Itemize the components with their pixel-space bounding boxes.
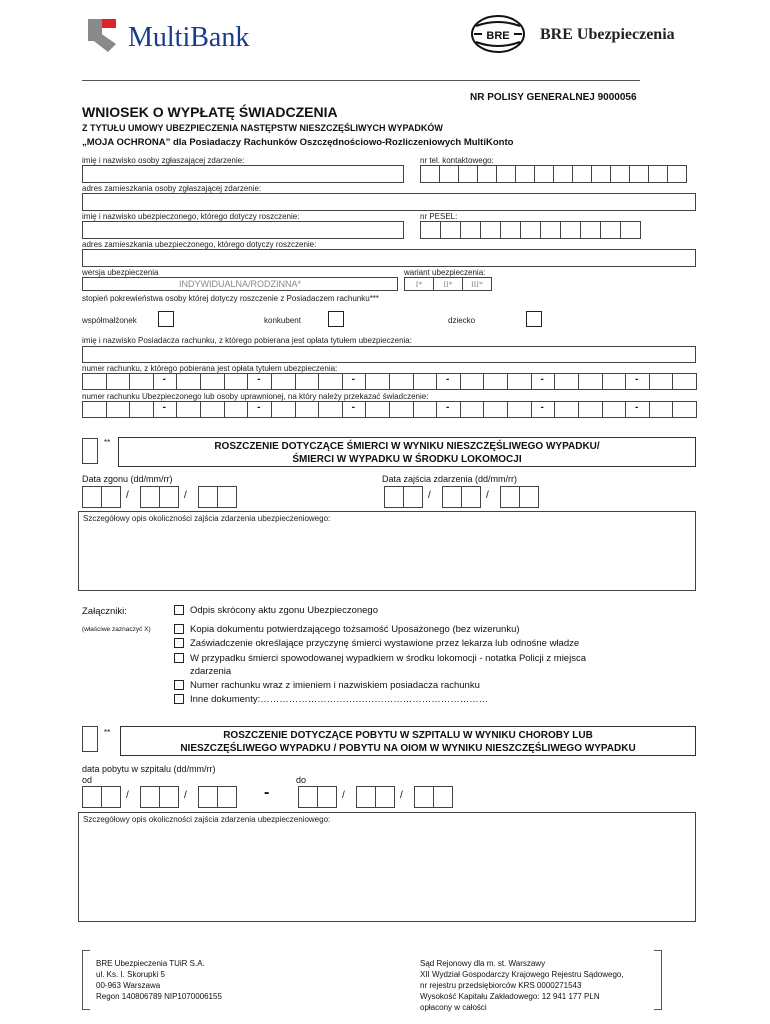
account-digit-cell[interactable] — [554, 401, 579, 418]
hospital-description-label: Szczegółowy opis okoliczności zajścia zdarzenia ubezpieczeniowego: — [83, 815, 331, 824]
account-digit-cell[interactable] — [554, 373, 579, 390]
account-digit-cell[interactable] — [483, 373, 508, 390]
date-digit-cell[interactable] — [198, 786, 218, 808]
header-divider — [82, 80, 640, 81]
date-digit-cell[interactable] — [433, 786, 453, 808]
account-digit-cell[interactable] — [106, 373, 131, 390]
payout-account-label: numer rachunku Ubezpieczonego lub osoby uprawnionej, na który należy przekazać świadczenie: — [82, 392, 429, 401]
pesel-digit-cell[interactable] — [500, 221, 521, 239]
variant-label: wariant ubezpieczenia: — [404, 268, 486, 277]
account-digit-cell[interactable] — [460, 401, 485, 418]
account-digit-cell[interactable] — [365, 373, 390, 390]
account-separator: - — [162, 374, 166, 385]
phone-digit-cell[interactable] — [515, 165, 535, 183]
date-digit-cell[interactable] — [82, 486, 102, 508]
bre-logo-text: BRE Ubezpieczenia — [540, 26, 675, 43]
attachment-checkbox-2[interactable] — [174, 624, 184, 634]
variant-option-1[interactable] — [404, 277, 434, 291]
date-separator: / — [486, 490, 489, 501]
date-separator: / — [126, 790, 129, 801]
account-separator: - — [446, 402, 450, 413]
account-separator: - — [540, 374, 544, 385]
phone-digit-cell[interactable] — [667, 165, 687, 183]
date-digit-cell[interactable] — [500, 486, 520, 508]
version-field[interactable] — [82, 277, 398, 291]
footer-left-line: BRE Ubezpieczenia TUiR S.A. — [96, 959, 205, 968]
account-separator: - — [257, 374, 261, 385]
date-digit-cell[interactable] — [375, 786, 395, 808]
stay-from-label: od — [82, 775, 93, 785]
account-digit-cell[interactable] — [413, 401, 438, 418]
relationship-label: stopień pokrewieństwa osoby której dotyczy roszczenie z Posiadaczem rachunku*** — [82, 294, 380, 303]
attachment-label-5: Numer rachunku wraz z imieniem i nazwiskiem posiadacza rachunku — [190, 680, 480, 691]
account-digit-cell[interactable] — [365, 401, 390, 418]
account-separator: - — [634, 402, 639, 413]
variant-option-2[interactable] — [433, 277, 463, 291]
death-section-checkbox[interactable] — [82, 438, 98, 464]
date-digit-cell[interactable] — [317, 786, 337, 808]
pesel-digit-cell[interactable] — [420, 221, 441, 239]
form-subtitle-1: Z TYTUŁU UMOWY UBEZPIECZENIA NASTĘPSTW NIESZCZĘŚLIWYCH WYPADKÓW — [82, 123, 443, 133]
footer-right-line: nr rejestru przedsiębiorców KRS 0000271543 — [420, 981, 582, 990]
account-digit-cell[interactable] — [176, 373, 201, 390]
pesel-field[interactable] — [420, 221, 650, 239]
phone-digit-cell[interactable] — [572, 165, 592, 183]
account-digit-cell[interactable] — [649, 373, 674, 390]
pesel-digit-cell[interactable] — [540, 221, 561, 239]
variant-option-3[interactable] — [462, 277, 492, 291]
death-section-title — [118, 437, 696, 467]
pesel-digit-cell[interactable] — [580, 221, 601, 239]
attachments-hint: (właściwe zaznaczyć X) — [82, 626, 151, 633]
insured-address-field[interactable] — [82, 249, 696, 267]
death-title-line-1: ROSZCZENIE DOTYCZĄCE ŚMIERCI W WYNIKU NIESZCZĘŚLIWEGO WYPADKU/ — [214, 441, 600, 452]
reporter-address-label: adres zamieszkania osoby zgłaszającej zdarzenie: — [82, 184, 262, 193]
account-separator: - — [634, 374, 639, 385]
hospital-description-field[interactable] — [78, 812, 696, 922]
account-number-label: numer rachunku, z którego pobierana jest opłata tytułem ubezpieczenia: — [82, 364, 338, 373]
account-digit-cell[interactable] — [271, 401, 296, 418]
bre-globe-icon — [470, 14, 526, 54]
footer-right-block — [420, 958, 624, 1013]
variant-option-1-label: I* — [415, 280, 423, 289]
form-title: WNIOSEK O WYPŁATĘ ŚWIADCZENIA — [82, 104, 338, 120]
account-separator: - — [257, 402, 261, 413]
account-digit-cell[interactable] — [295, 401, 320, 418]
date-digit-cell[interactable] — [403, 486, 423, 508]
pesel-digit-cell[interactable] — [620, 221, 641, 239]
stay-date-dash: - — [264, 784, 270, 801]
attachment-checkbox-5[interactable] — [174, 680, 184, 690]
date-digit-cell[interactable] — [442, 486, 462, 508]
account-digit-cell[interactable] — [602, 373, 627, 390]
date-digit-cell[interactable] — [159, 786, 179, 808]
child-checkbox[interactable] — [526, 311, 542, 327]
footer-left-block — [96, 958, 222, 1002]
holder-name-field[interactable] — [82, 346, 696, 363]
date-separator: / — [400, 790, 403, 801]
payout-account-field[interactable] — [82, 401, 696, 418]
pesel-digit-cell[interactable] — [600, 221, 621, 239]
date-digit-cell[interactable] — [140, 486, 160, 508]
stay-to-label: do — [296, 775, 307, 785]
phone-digit-cell[interactable] — [553, 165, 573, 183]
footer-right-line: Sąd Rejonowy dla m. st. Warszawy — [420, 959, 546, 968]
account-separator: - — [351, 374, 355, 385]
bre-logo — [470, 14, 720, 58]
account-digit-cell[interactable] — [129, 373, 154, 390]
account-digit-cell[interactable] — [129, 401, 154, 418]
phone-digit-cell[interactable] — [534, 165, 554, 183]
insured-name-field[interactable] — [82, 221, 404, 239]
partner-label: konkubent — [264, 316, 301, 325]
phone-digit-cell[interactable] — [629, 165, 649, 183]
account-digit-cell[interactable] — [672, 373, 697, 390]
date-digit-cell[interactable] — [384, 486, 404, 508]
death-title-line-2: ŚMIERCI W WYPADKU W ŚRODKU LOKOMOCJI — [292, 454, 522, 465]
account-digit-cell[interactable] — [507, 373, 532, 390]
account-separator: - — [162, 402, 166, 413]
date-digit-cell[interactable] — [519, 486, 539, 508]
form-subtitle-2: „MOJA OCHRONA” dla Posiadaczy Rachunków Oszczędnościowo-Rozliczeniowych MultiKonto — [82, 137, 514, 148]
account-digit-cell[interactable] — [295, 373, 320, 390]
pesel-digit-cell[interactable] — [440, 221, 461, 239]
policy-number: NR POLISY GENERALNEJ 9000056 — [470, 92, 637, 103]
date-separator: / — [184, 490, 187, 501]
account-digit-cell[interactable] — [224, 401, 249, 418]
pesel-digit-cell[interactable] — [560, 221, 581, 239]
attachment-checkbox-3[interactable] — [174, 638, 184, 648]
date-digit-cell[interactable] — [140, 786, 160, 808]
footer-right-line: XII Wydział Gospodarczy Krajowego Rejestru Sądowego, — [420, 970, 624, 979]
version-value: INDYWIDUALNA/RODZINNA* — [178, 279, 301, 289]
attachment-checkbox-1[interactable] — [174, 605, 184, 615]
pesel-digit-cell[interactable] — [460, 221, 481, 239]
pesel-label: nr PESEL: — [420, 212, 458, 221]
account-digit-cell[interactable] — [224, 373, 249, 390]
date-digit-cell[interactable] — [356, 786, 376, 808]
date-separator: / — [184, 790, 187, 801]
phone-label: nr tel. kontaktowego: — [420, 156, 494, 165]
date-separator: / — [428, 490, 431, 501]
hospital-section-marker: ** — [104, 728, 111, 737]
date-digit-cell[interactable] — [461, 486, 481, 508]
death-date-label: Data zgonu (dd/mm/rr) — [82, 474, 173, 484]
account-digit-cell[interactable] — [389, 401, 414, 418]
attachment-label-1: Odpis skrócony aktu zgonu Ubezpieczonego — [190, 605, 379, 616]
attachment-label-6: Inne dokumenty:……………………………………………………………… — [190, 694, 489, 705]
account-digit-cell[interactable] — [271, 373, 296, 390]
attachments-label: Załączniki: — [82, 606, 127, 617]
hospital-title-line-1: ROSZCZENIE DOTYCZĄCE POBYTU W SZPITALU W WYNIKU CHOROBY LUB — [223, 730, 593, 741]
child-label: dziecko — [448, 316, 476, 325]
reporter-address-field[interactable] — [82, 193, 696, 211]
multibank-logo — [86, 16, 306, 58]
footer-left-line: Regon 140806789 NIP1070006155 — [96, 992, 222, 1001]
date-digit-cell[interactable] — [298, 786, 318, 808]
phone-digit-cell[interactable] — [477, 165, 497, 183]
hospital-section-title — [120, 726, 696, 756]
multibank-mark-icon — [86, 16, 126, 56]
account-digit-cell[interactable] — [200, 401, 225, 418]
account-digit-cell[interactable] — [578, 373, 603, 390]
reporter-name-field[interactable] — [82, 165, 404, 183]
phone-digit-cell[interactable] — [610, 165, 630, 183]
attachment-label-3: Zaświadczenie określające przyczynę śmierci wystawione przez lekarza lub odnośne władze — [190, 638, 580, 649]
account-digit-cell[interactable] — [578, 401, 603, 418]
phone-field[interactable] — [420, 165, 688, 183]
account-digit-cell[interactable] — [602, 401, 627, 418]
insured-address-label: adres zamieszkania ubezpieczonego, którego dotyczy roszczenie: — [82, 240, 317, 249]
date-separator: / — [342, 790, 345, 801]
footer-left-line: ul. Ks. I. Skorupki 5 — [96, 970, 165, 979]
account-digit-cell[interactable] — [82, 401, 107, 418]
death-description-label: Szczegółowy opis okoliczności zajścia zdarzenia ubezpieczeniowego: — [83, 514, 331, 523]
footer-right-line: Wysokość Kapitału Zakładowego: 12 941 177 PLN — [420, 992, 600, 1001]
footer-left-line: 00-963 Warszawa — [96, 981, 161, 990]
account-separator: - — [351, 402, 355, 413]
attachment-label-2: Kopia dokumentu potwierdzającego tożsamość Uposażonego (bez wizerunku) — [190, 624, 520, 635]
event-date-label: Data zajścia zdarzenia (dd/mm/rr) — [382, 474, 518, 484]
date-digit-cell[interactable] — [101, 786, 121, 808]
partner-checkbox[interactable] — [328, 311, 344, 327]
reporter-name-label: imię i nazwisko osoby zgłaszającej zdarzenie: — [82, 156, 245, 165]
variant-option-3-label: III* — [471, 280, 483, 289]
footer-right-bracket — [654, 950, 662, 1010]
account-digit-cell[interactable] — [106, 401, 131, 418]
account-digit-cell[interactable] — [507, 401, 532, 418]
account-number-field[interactable] — [82, 373, 696, 390]
account-digit-cell[interactable] — [318, 401, 343, 418]
date-separator: / — [126, 490, 129, 501]
date-digit-cell[interactable] — [414, 786, 434, 808]
stay-date-label: data pobytu w szpitalu (dd/mm/rr) — [82, 764, 216, 774]
phone-digit-cell[interactable] — [591, 165, 611, 183]
attachment-label-4-continuation: zdarzenia — [190, 666, 232, 677]
attachment-label-4: W przypadku śmierci spowodowanej wypadkiem w środku lokomocji - notatka Policji z miejsca — [190, 653, 586, 664]
account-digit-cell[interactable] — [483, 401, 508, 418]
version-label: wersja ubezpieczenia — [82, 268, 159, 277]
date-digit-cell[interactable] — [101, 486, 121, 508]
attachment-checkbox-4[interactable] — [174, 653, 184, 663]
date-digit-cell[interactable] — [217, 786, 237, 808]
account-digit-cell[interactable] — [389, 373, 414, 390]
death-description-field[interactable] — [78, 511, 696, 591]
account-digit-cell[interactable] — [318, 373, 343, 390]
spouse-checkbox[interactable] — [158, 311, 174, 327]
hospital-title-line-2: NIESZCZĘŚLIWEGO WYPADKU / POBYTU NA OIOM W WYNIKU NIESZCZĘŚLIWEGO WYPADKU — [180, 743, 636, 754]
account-digit-cell[interactable] — [176, 401, 201, 418]
account-digit-cell[interactable] — [200, 373, 225, 390]
date-digit-cell[interactable] — [198, 486, 218, 508]
phone-digit-cell[interactable] — [420, 165, 440, 183]
hospital-section-checkbox[interactable] — [82, 726, 98, 752]
pesel-digit-cell[interactable] — [520, 221, 541, 239]
variant-option-2-label: II* — [443, 280, 453, 289]
attachment-checkbox-6[interactable] — [174, 694, 184, 704]
holder-name-label: imię i nazwisko Posiadacza rachunku, z którego pobierana jest opłata tytułem ubezpieczenia: — [82, 336, 412, 345]
footer-right-line: opłacony w całości — [420, 1003, 487, 1012]
date-digit-cell[interactable] — [82, 786, 102, 808]
account-digit-cell[interactable] — [82, 373, 107, 390]
pesel-digit-cell[interactable] — [480, 221, 501, 239]
phone-digit-cell[interactable] — [439, 165, 459, 183]
date-digit-cell[interactable] — [159, 486, 179, 508]
phone-digit-cell[interactable] — [496, 165, 516, 183]
date-digit-cell[interactable] — [217, 486, 237, 508]
spouse-label: współmałżonek — [82, 316, 137, 325]
death-section-marker: ** — [104, 438, 111, 447]
footer-left-bracket — [82, 950, 90, 1010]
account-digit-cell[interactable] — [413, 373, 438, 390]
insured-name-label: imię i nazwisko ubezpieczonego, którego dotyczy roszczenie: — [82, 212, 300, 221]
account-separator: - — [540, 402, 544, 413]
svg-text:BRE: BRE — [486, 30, 510, 42]
account-digit-cell[interactable] — [460, 373, 485, 390]
phone-digit-cell[interactable] — [648, 165, 668, 183]
multibank-logo-text: MultiBank — [128, 22, 250, 53]
account-separator: - — [446, 374, 450, 385]
phone-digit-cell[interactable] — [458, 165, 478, 183]
account-digit-cell[interactable] — [672, 401, 697, 418]
account-digit-cell[interactable] — [649, 401, 674, 418]
